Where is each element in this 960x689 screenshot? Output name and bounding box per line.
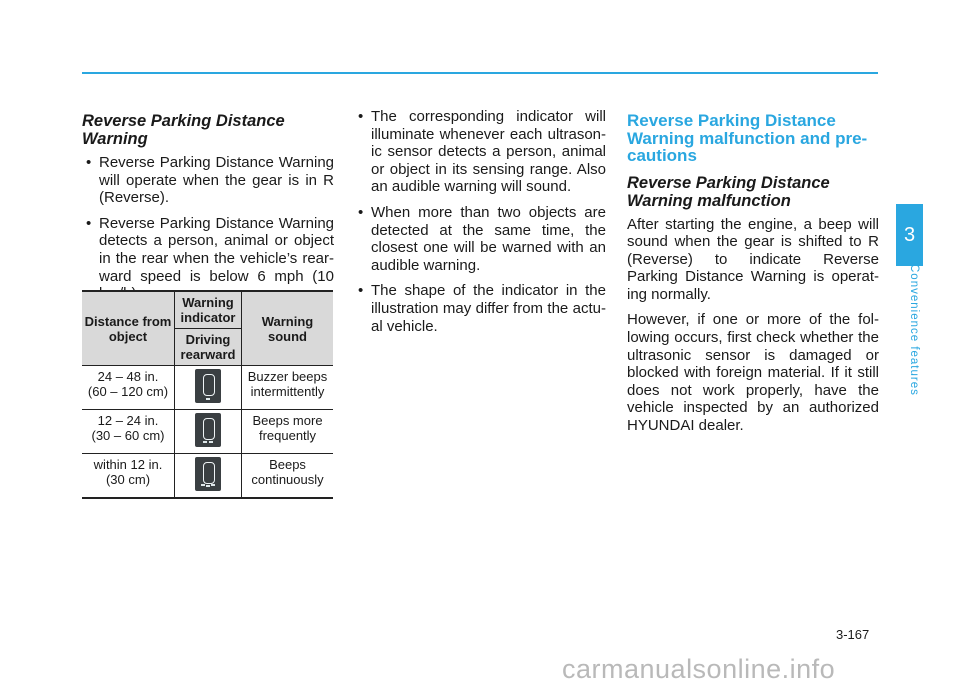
list-item: • The shape of the indicator in the illustration may differ from the actu-al vehicle. xyxy=(354,282,606,335)
distance-table xyxy=(82,290,333,499)
chapter-tab: 3 xyxy=(896,204,923,266)
bullet-list xyxy=(354,108,606,335)
table-cell-indicator xyxy=(175,454,242,499)
section-heading-malfunction: Reverse Parking Distance Warning malfunction and pre-cautions xyxy=(627,111,868,165)
table-row xyxy=(82,410,333,454)
table-row xyxy=(82,454,333,499)
chapter-title: Convenience features xyxy=(908,264,920,396)
column-3 xyxy=(627,108,879,443)
table-cell-sound: Beeps continuously xyxy=(242,454,334,499)
bullet-list xyxy=(82,154,334,303)
table-header-driving-rearward: Driving rearward xyxy=(175,329,242,366)
table-header-distance: Distance from object xyxy=(82,291,175,366)
subsection-heading: Reverse Parking Distance Warning malfunction xyxy=(627,173,830,210)
list-item: • Reverse Parking Distance Warning will operate when the gear is in R (Reverse). xyxy=(82,154,334,207)
table-header-indicator: Warning indicator xyxy=(175,291,242,329)
page-number: 3-167 xyxy=(836,627,870,642)
list-item: • The corresponding indicator will illuminate whenever each ultrason-ic sensor detects a person, animal or object in its sensing range. Also an audible warning will sound. xyxy=(354,108,606,196)
table-row xyxy=(82,366,333,410)
rear-sensor-near-icon xyxy=(195,457,221,491)
paragraph: However, if one or more of the fol-lowing occurs, first check whether the ultrasonic sensor is damaged or blocked with foreign material. If it still does not work properly, have the vehicle inspected by an authorized HYUNDAI dealer. xyxy=(627,311,879,435)
table-cell-indicator xyxy=(175,410,242,454)
table-cell-sound: Beeps more frequently xyxy=(242,410,334,454)
table-cell-sound: Buzzer beeps intermittently xyxy=(242,366,334,410)
table-cell-indicator xyxy=(175,366,242,410)
watermark: carmanualsonline.info xyxy=(562,654,836,684)
table-cell-distance: within 12 in. (30 cm) xyxy=(82,454,175,499)
section-heading: Reverse Parking Distance Warning xyxy=(82,112,285,148)
column-1 xyxy=(82,108,334,311)
rear-sensor-far-icon xyxy=(195,369,221,403)
list-item: • Reverse Parking Distance Warning detects a person, animal or object in the rear when the vehicle’s rear-ward speed is below 6 mph (10 xyxy=(82,215,334,303)
list-item: • When more than two objects are detected at the same time, the closest one will be warned with an audible warning. xyxy=(354,204,606,274)
table-cell-distance: 24 – 48 in. (60 – 120 cm) xyxy=(82,366,175,410)
paragraph: After starting the engine, a beep will sound when the gear is shifted to R (Reverse) to indicate Reverse Parking Distance Warning is operat-ing normally. xyxy=(627,215,879,303)
table-cell-distance: 12 – 24 in. (30 – 60 cm) xyxy=(82,410,175,454)
top-rule xyxy=(82,72,878,74)
table-header-sound: Warning sound xyxy=(242,291,334,366)
rear-sensor-mid-icon xyxy=(195,413,221,447)
column-2 xyxy=(354,108,606,343)
